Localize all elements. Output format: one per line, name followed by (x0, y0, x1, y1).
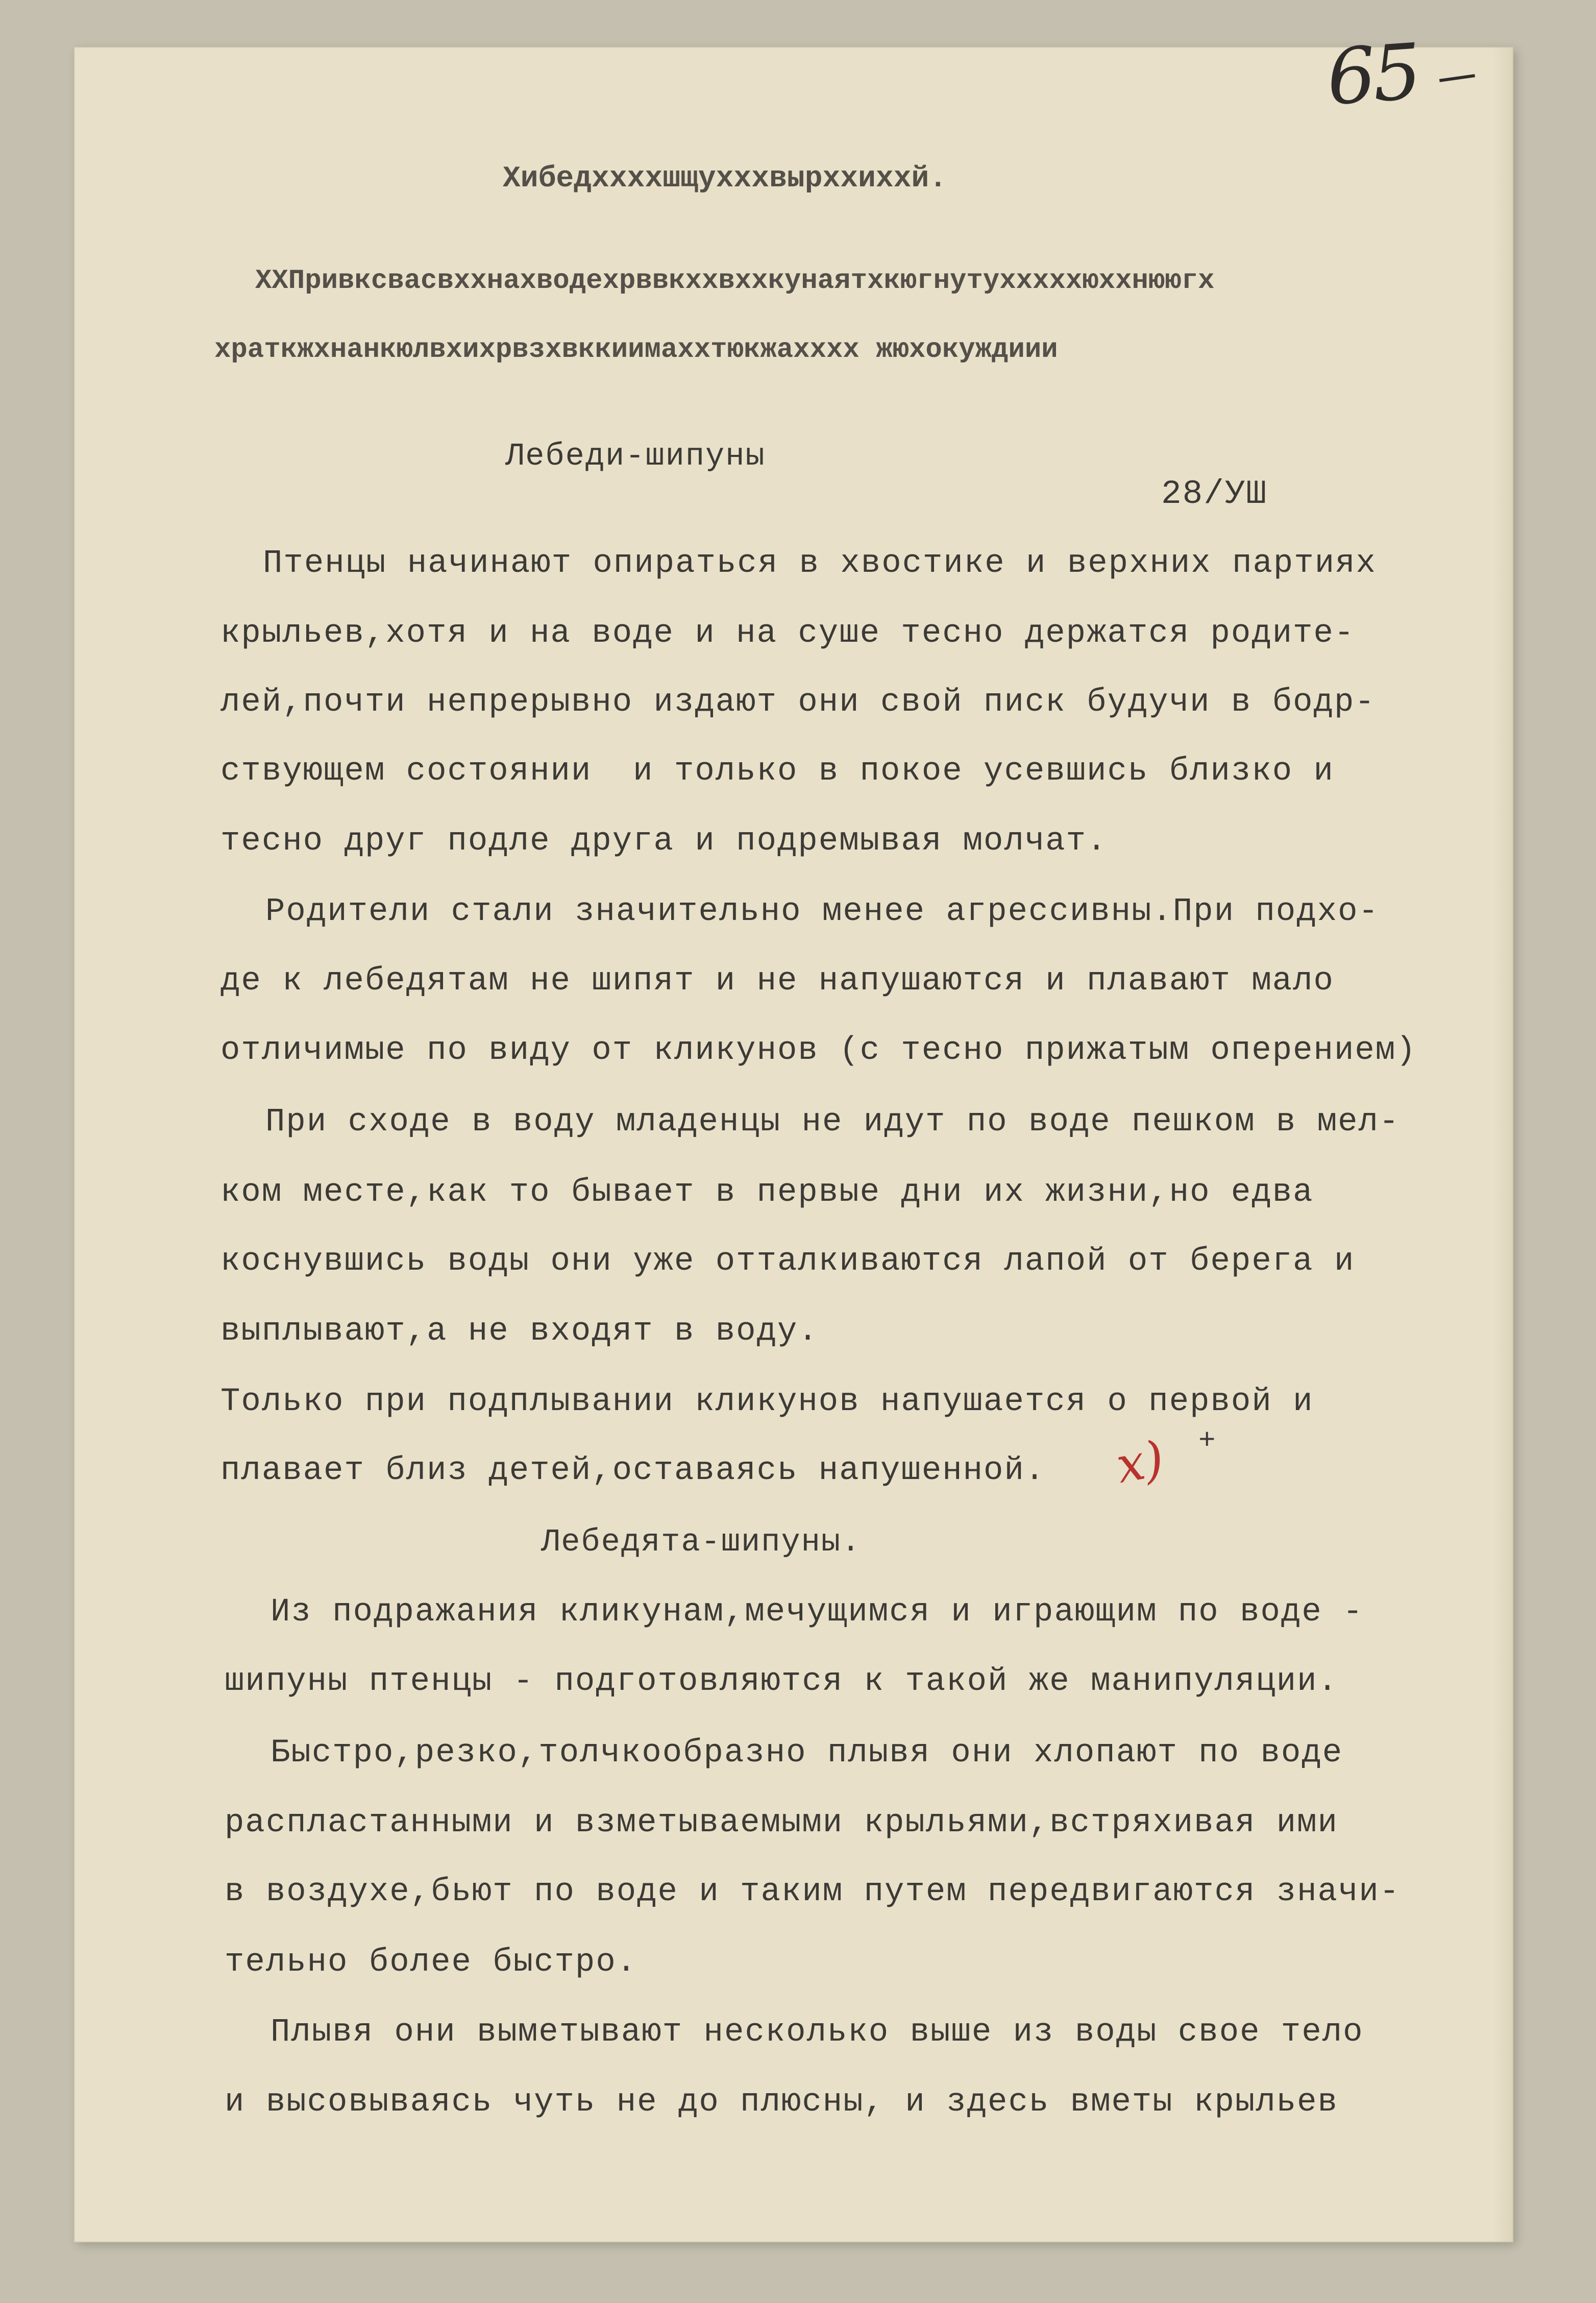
text-line: тельно более быстро. (225, 1944, 637, 1981)
text-line: распластанными и взметываемыми крыльями,встряхивая ими (225, 1805, 1338, 1841)
text-line: Из подражания кликунам,мечущимся и играющим по воде - (271, 1594, 1364, 1631)
folio-number: 65 (1324, 27, 1421, 123)
text-line: Быстро,резко,толчкообразно плывя они хлопают по воде (271, 1735, 1343, 1772)
struck-line: ХХПривксвасвххнахводехрввкххвххкунаятхкюгнутухххххюххнююгх (255, 265, 1215, 297)
text-line: лей,почти непрерывно издают они свой писк будучи в бодр- (220, 684, 1376, 721)
text-line: плавает близ детей,оставаясь напушенной. (220, 1452, 1046, 1489)
struck-line: храткжхнанкюлвхихрвзхвккиимаххтюкжахххх жюхокуждиии (214, 334, 1058, 366)
text-line: При сходе в воду младенцы не идут по воде пешком в мел- (265, 1104, 1400, 1141)
text-line: в воздухе,бьют по воде и таким путем передвигаются значи- (225, 1874, 1401, 1910)
text-line: де к лебедятам не шипят и не напушаются и плавают мало (220, 963, 1334, 1000)
text-line: Родители стали значительно менее агрессивны.При подхо- (265, 893, 1379, 930)
insertion-mark: + (1198, 1424, 1216, 1457)
text-line: Птенцы начинают опираться в хвостике и верхних партиях (263, 545, 1377, 582)
text-line: крыльев,хотя и на воде и на суше тесно держатся родите- (220, 615, 1355, 652)
text-line: шипуны птенцы - подготовляются к такой же манипуляции. (225, 1663, 1338, 1700)
text-line: Только при подплывании кликунов напушается о первой и (220, 1384, 1314, 1420)
text-line: отличимые по виду от кликунов (с тесно прижатым оперением) (220, 1032, 1417, 1069)
text-line: ком месте,как то бывает в первые дни их жизни,но едва (220, 1174, 1314, 1211)
document-sheet (74, 47, 1513, 2242)
section-heading: Лебедята-шипуны. (541, 1524, 862, 1560)
text-line: тесно друг подле друга и подремывая молчат. (220, 823, 1108, 860)
sheet-edge-shadow (1493, 47, 1513, 2242)
section-heading: Лебеди-шипуны (505, 438, 766, 474)
text-line: выплывают,а не входят в воду. (220, 1313, 819, 1350)
red-annotation-mark: х) (1112, 1429, 1168, 1495)
text-line: коснувшись воды они уже отталкиваются лапой от берега и (220, 1243, 1355, 1280)
entry-date: 28/УШ (1161, 475, 1268, 513)
text-line: ствующем состоянии и только в покое усевшись близко и (220, 753, 1334, 790)
text-line: Плывя они выметывают несколько выше из воды свое тело (271, 2014, 1364, 2051)
text-line: и высовываясь чуть не до плюсны, и здесь вметы крыльев (225, 2084, 1338, 2121)
struck-title: Хибедххххшщухххвырххиххй. (503, 162, 947, 196)
